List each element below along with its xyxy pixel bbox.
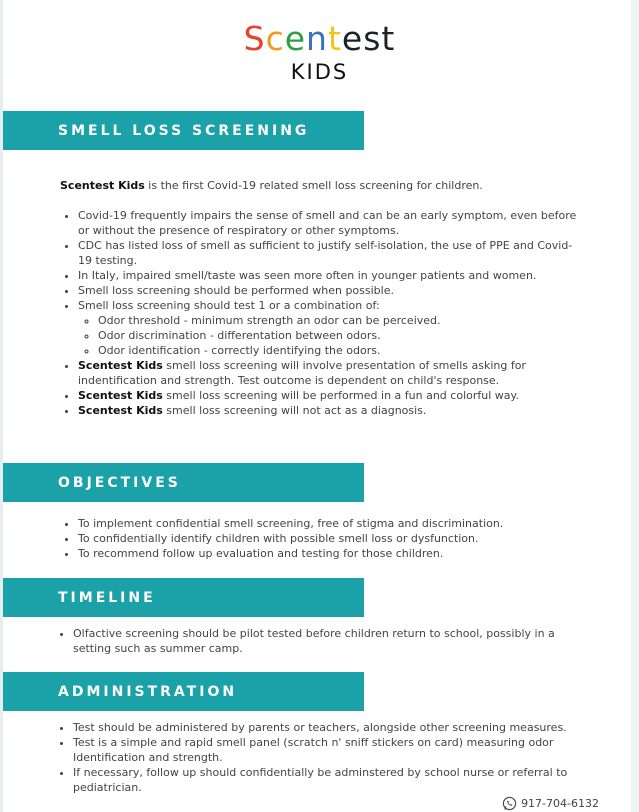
list-item: • In Italy, impaired smell/taste was seen more often in younger patients and women. bbox=[78, 268, 580, 283]
page-right-edge bbox=[631, 0, 639, 812]
administration-body bbox=[60, 720, 570, 795]
list-item-text: Smell loss screening should test 1 or a combination of: bbox=[78, 299, 380, 312]
list-item: • To recommend follow up evaluation and testing for those children. bbox=[78, 546, 580, 561]
logo-subtitle: KIDS bbox=[290, 60, 349, 84]
objectives-body bbox=[60, 516, 580, 561]
logo-letter: c bbox=[265, 19, 285, 58]
footer-phone bbox=[502, 796, 599, 811]
logo-letter: s bbox=[363, 19, 382, 58]
list-item: • Test should be administered by parents or teachers, alongside other screening measures. bbox=[73, 720, 570, 735]
list-item: • Smell loss screening should be performed when possible. bbox=[78, 283, 580, 298]
brand-name: Scentest Kids bbox=[78, 389, 163, 402]
logo-letter: e bbox=[341, 19, 364, 58]
section-heading: TIMELINE bbox=[58, 589, 156, 606]
list-item-text: smell loss screening will involve presentation of smells asking for indentification and strength. Test outcome is dependent on child's response. bbox=[78, 359, 526, 387]
sub-list-item: ◦ Odor identification - correctly identifying the odors. bbox=[98, 343, 580, 358]
list-item: • CDC has listed loss of smell as sufficient to justify self-isolation, the use of PPE and Covid-19 testing. bbox=[78, 238, 580, 268]
administration-bullet-list bbox=[60, 720, 570, 795]
whatsapp-icon bbox=[502, 796, 517, 811]
section-heading: ADMINISTRATION bbox=[58, 683, 238, 700]
section-banner-objectives bbox=[3, 463, 364, 502]
section-heading: SMELL LOSS SCREENING bbox=[58, 122, 310, 139]
logo-wordmark bbox=[0, 20, 639, 58]
timeline-body bbox=[60, 626, 555, 656]
section-banner-timeline bbox=[3, 578, 364, 617]
logo bbox=[0, 20, 639, 84]
logo-letter: t bbox=[327, 19, 342, 58]
brand-name: Scentest Kids bbox=[78, 359, 163, 372]
list-item-text: smell loss screening will be performed in a fun and colorful way. bbox=[162, 389, 519, 402]
timeline-bullet-list bbox=[60, 626, 555, 656]
phone-number: 917-704-6132 bbox=[521, 797, 599, 810]
list-item: • If necessary, follow up should confidentially be adminstered by school nurse or referral to pediatrician. bbox=[73, 765, 570, 795]
list-item: • Test is a simple and rapid smell panel (scratch n' sniff stickers on card) measuring odor Identification and strength. bbox=[73, 735, 570, 765]
list-item: • Olfactive screening should be pilot tested before children return to school, possibly in a setting such as summer camp. bbox=[73, 626, 555, 656]
sub-list-item: ◦ Odor threshold - minimum strength an odor can be perceived. bbox=[98, 313, 580, 328]
section-banner-smell-loss-screening bbox=[3, 111, 364, 150]
logo-letter: t bbox=[381, 19, 396, 58]
list-item bbox=[78, 403, 580, 418]
list-item bbox=[78, 298, 580, 358]
objectives-bullet-list bbox=[60, 516, 580, 561]
intro-paragraph bbox=[60, 178, 580, 193]
sub-bullet-list bbox=[78, 313, 580, 358]
brand-name: Scentest Kids bbox=[60, 179, 145, 192]
list-item bbox=[78, 358, 580, 388]
screening-body bbox=[60, 178, 580, 418]
logo-letter: n bbox=[306, 19, 328, 58]
intro-text: is the first Covid-19 related smell loss screening for children. bbox=[144, 179, 483, 192]
logo-letter: e bbox=[284, 19, 307, 58]
list-item: • To confidentially identify children with possible smell loss or dysfunction. bbox=[78, 531, 580, 546]
brand-name: Scentest Kids bbox=[78, 404, 163, 417]
section-banner-administration bbox=[3, 672, 364, 711]
list-item: • To implement confidential smell screening, free of stigma and discrimination. bbox=[78, 516, 580, 531]
list-item: • Covid-19 frequently impairs the sense of smell and can be an early symptom, even before or without the presence of respiratory or other symptoms. bbox=[78, 208, 580, 238]
list-item-text: smell loss screening will not act as a diagnosis. bbox=[162, 404, 427, 417]
sub-list-item: ◦ Odor discrimination - differentation between odors. bbox=[98, 328, 580, 343]
logo-letter: S bbox=[243, 19, 266, 58]
list-item bbox=[78, 388, 580, 403]
screening-bullet-list bbox=[60, 208, 580, 418]
section-heading: OBJECTIVES bbox=[58, 474, 181, 491]
